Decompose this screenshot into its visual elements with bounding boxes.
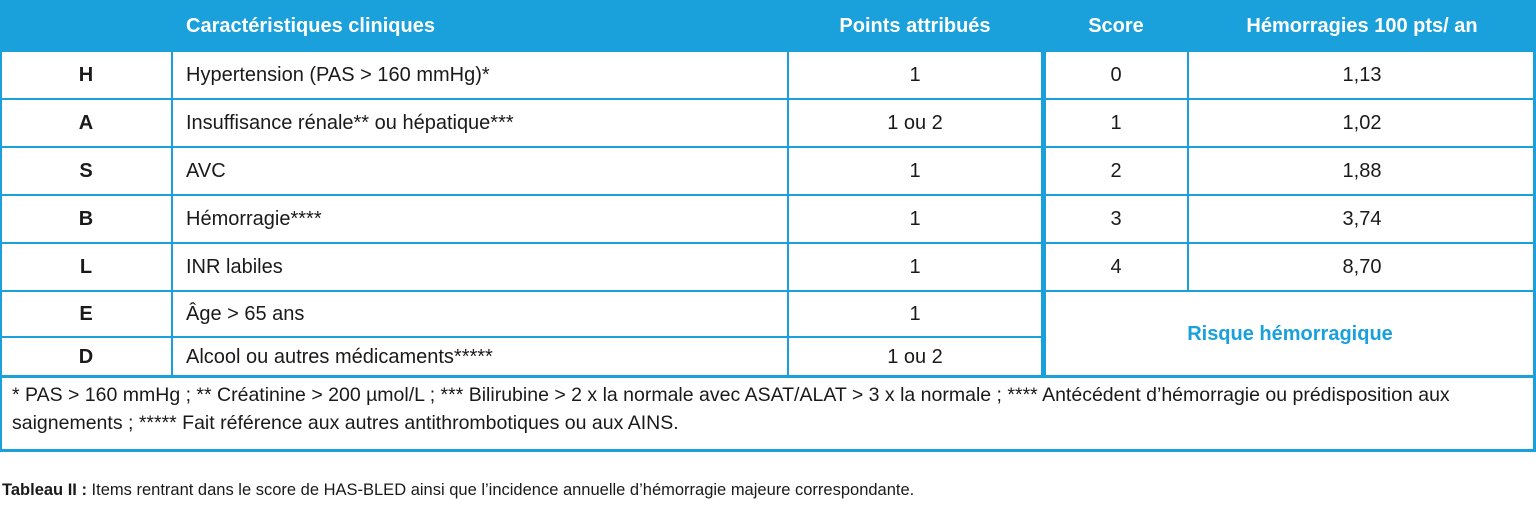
grid-line: [1041, 0, 1046, 376]
row-item: INR labiles: [172, 244, 788, 290]
row-item: Hémorragie****: [172, 196, 788, 242]
grid-line: [0, 146, 1536, 148]
header-score: Score: [1044, 0, 1188, 52]
row-rate: 8,70: [1188, 244, 1536, 290]
header-bleeding-rate: Hémorragies 100 pts/ an: [1188, 0, 1536, 52]
grid-line: [0, 0, 2, 452]
grid-line: [171, 0, 173, 376]
grid-line: [0, 336, 1044, 338]
grid-line: [0, 375, 1536, 378]
header-points: Points attribués: [788, 0, 1042, 52]
row-letter: H: [0, 52, 172, 98]
row-score: 0: [1044, 52, 1188, 98]
row-rate: 3,74: [1188, 196, 1536, 242]
row-letter: S: [0, 148, 172, 194]
row-item: Insuffisance rénale** ou hépatique***: [172, 100, 788, 146]
row-points: 1: [788, 196, 1042, 242]
grid-line: [0, 290, 1536, 292]
row-points: 1: [788, 292, 1042, 336]
row-rate: 1,13: [1188, 52, 1536, 98]
row-letter: B: [0, 196, 172, 242]
table-footnote: * PAS > 160 mmHg ; ** Créatinine > 200 µmol/L ; *** Bilirubine > 2 x la normale avec ASAT/ALAT > 3 x la normale ; **** Antécédent d’hémorragie ou prédisposition aux saignements ; ***** Fait référence aux autres antithrombotiques ou aux AINS.: [12, 384, 1450, 434]
row-letter: D: [0, 338, 172, 376]
row-item: AVC: [172, 148, 788, 194]
row-score: 4: [1044, 244, 1188, 290]
row-points: 1: [788, 52, 1042, 98]
grid-line: [0, 194, 1536, 196]
row-score: 1: [1044, 100, 1188, 146]
header-letter-cell: [0, 0, 172, 52]
header-characteristics: Caractéristiques cliniques: [172, 0, 788, 52]
row-points: 1 ou 2: [788, 100, 1042, 146]
row-points: 1: [788, 244, 1042, 290]
grid-line: [0, 242, 1536, 244]
row-rate: 1,02: [1188, 100, 1536, 146]
row-score: 2: [1044, 148, 1188, 194]
grid-line: [0, 98, 1536, 100]
row-item: Hypertension (PAS > 160 mmHg)*: [172, 52, 788, 98]
row-rate: 1,88: [1188, 148, 1536, 194]
row-score: 3: [1044, 196, 1188, 242]
row-points: 1: [788, 148, 1042, 194]
row-item: Âge > 65 ans: [172, 292, 788, 336]
row-letter: A: [0, 100, 172, 146]
grid-line: [787, 0, 789, 376]
risk-label: Risque hémorragique: [1044, 292, 1536, 376]
caption-label: Tableau II :: [2, 481, 87, 499]
row-item: Alcool ou autres médicaments*****: [172, 338, 788, 376]
caption-text: Items rentrant dans le score de HAS-BLED ainsi que l’incidence annuelle d’hémorragie majeure correspondante.: [86, 481, 915, 499]
row-letter: E: [0, 292, 172, 336]
grid-line: [0, 449, 1536, 452]
row-points: 1 ou 2: [788, 338, 1042, 376]
row-letter: L: [0, 244, 172, 290]
table-caption: [2, 481, 914, 500]
